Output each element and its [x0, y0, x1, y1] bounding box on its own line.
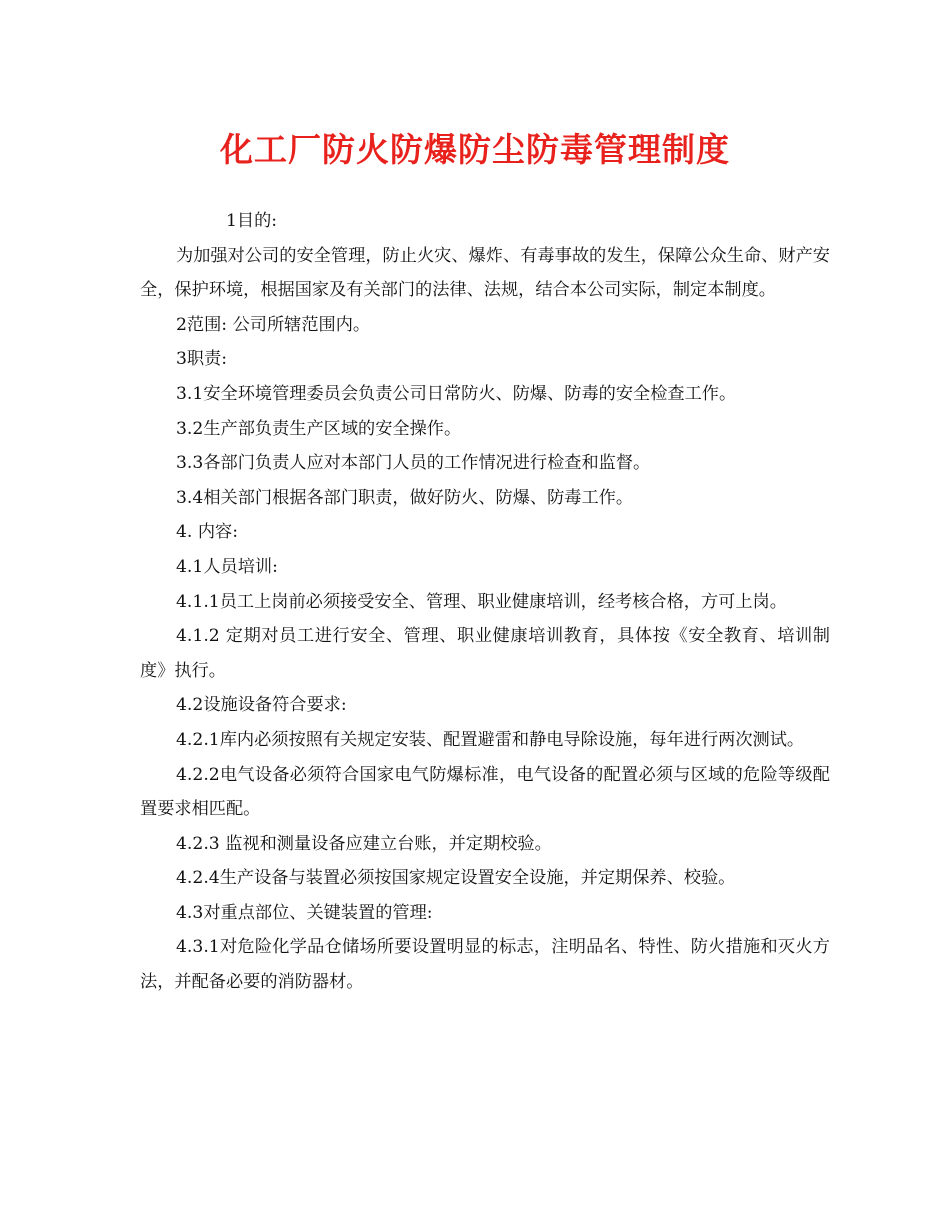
section-heading-training: 4.1人员培训: [176, 556, 278, 577]
paragraph-4-3-1: 4.3.1对危险化学品仓储场所要设置明显的标志，注明品名、特性、防火措施和灭火方法，并配备必要的消防器材。 [140, 937, 830, 993]
paragraph-4-2-3: 4.2.3 监视和测量设备应建立台账，并定期校验。 [176, 833, 552, 854]
paragraph-4-2-2: 4.2.2电气设备必须符合国家电气防爆标准，电气设备的配置必须与区域的危险等级配置要求相匹配。 [140, 764, 830, 820]
paragraph-4-2-1: 4.2.1库内必须按照有关规定安装、配置避雷和静电导除设施，每年进行两次测试。 [176, 729, 805, 750]
section-heading-duties: 3职责: [176, 349, 228, 370]
paragraph-scope: 2范围: 公司所辖范围内。 [176, 314, 371, 335]
paragraph-4-1-1: 4.1.1员工上岗前必须接受安全、管理、职业健康培训，经考核合格，方可上岗。 [176, 591, 787, 612]
paragraph-duty-3-3: 3.3各部门负责人应对本部门人员的工作情况进行检查和监督。 [176, 453, 651, 474]
paragraph-purpose: 为加强对公司的安全管理，防止火灾、爆炸、有毒事故的发生，保障公众生命、财产安全，保护环境，根据国家及有关部门的法律、法规，结合本公司实际，制定本制度。 [140, 245, 830, 301]
document-title: 化工厂防火防爆防尘防毒管理制度 [220, 130, 730, 169]
section-heading-content: 4. 内容: [176, 522, 239, 543]
paragraph-duty-3-1: 3.1安全环境管理委员会负责公司日常防火、防爆、防毒的安全检查工作。 [176, 383, 737, 404]
paragraph-duty-3-4: 3.4相关部门根据各部门职责，做好防火、防爆、防毒工作。 [176, 487, 634, 508]
section-heading-facilities: 4.2设施设备符合要求: [176, 695, 347, 716]
paragraph-4-2-4: 4.2.4生产设备与装置必须按国家规定设置安全设施，并定期保养、校验。 [176, 868, 736, 889]
section-heading-key-areas: 4.3对重点部位、关键装置的管理: [176, 902, 433, 923]
section-heading-purpose: 1目的: [226, 211, 278, 231]
paragraph-duty-3-2: 3.2生产部负责生产区域的安全操作。 [176, 418, 462, 439]
paragraph-4-1-2: 4.1.2 定期对员工进行安全、管理、职业健康培训教育，具体按《安全教育、培训制度》执行。 [140, 626, 830, 681]
document-body [140, 204, 830, 1000]
